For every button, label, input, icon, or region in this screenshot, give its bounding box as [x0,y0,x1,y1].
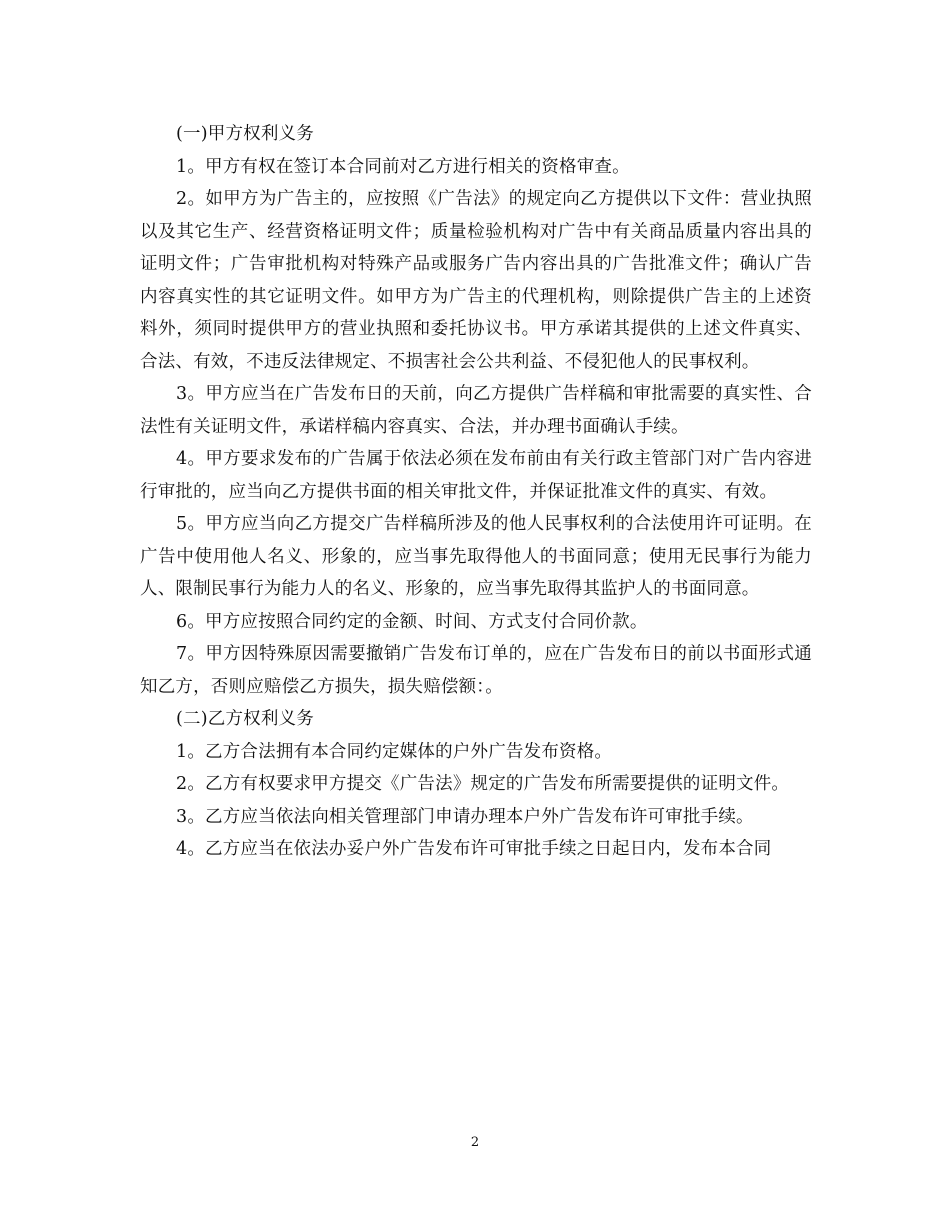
party-a-clause-6: 6。甲方应按照合同约定的金额、时间、方式支付合同价款。 [176,611,648,632]
document-body [140,118,812,866]
party-b-clause-1: 1。乙方合法拥有本合同约定媒体的户外广告发布资格。 [176,741,613,762]
page-number: 2 [470,1135,480,1150]
party-a-clause-1: 1。甲方有权在签订本合同前对乙方进行相关的资格审查。 [176,156,630,177]
party-b-clause-4: 4。乙方应当在依法办妥户外广告发布许可审批手续之日起日内，发布本合同 [176,839,772,859]
party-a-clause-7: 7。甲方因特殊原因需要撤销广告发布订单的，应在广告发布日的前以书面形式通知乙方，否则应赔偿乙方损失，损失赔偿额：。 [140,644,812,697]
party-a-clause-3: 3。甲方应当在广告发布日的天前，向乙方提供广告样稿和审批需要的真实性、合法性有关证明文件，承诺样稿内容真实、合法，并办理书面确认手续。 [140,384,812,437]
party-a-clause-5: 5。甲方应当向乙方提交广告样稿所涉及的他人民事权利的合法使用许可证明。在广告中使用他人名义、形象的，应当事先取得他人的书面同意；使用无民事行为能力人、限制民事行为能力人的名义、形象的，应当事先取得其监护人的书面同意。 [140,514,812,599]
section-heading-party-a: (一)甲方权利义务 [176,124,314,144]
party-a-clause-4: 4。甲方要求发布的广告属于依法必须在发布前由有关行政主管部门对广告内容进行审批的，应当向乙方提供书面的相关审批文件，并保证批准文件的真实、有效。 [140,449,812,502]
party-b-clause-3: 3。乙方应当依法向相关管理部门申请办理本户外广告发布许可审批手续。 [176,806,754,827]
party-b-clause-2: 2。乙方有权要求甲方提交《广告法》规定的广告发布所需要提供的证明文件。 [176,774,790,794]
party-a-clause-2: 2。如甲方为广告主的，应按照《广告法》的规定向乙方提供以下文件：营业执照以及其它生产、经营资格证明文件；质量检验机构对广告中有关商品质量内容出具的证明文件；广告审批机构对特殊产品或服务广告内容出具的广告批准文件；确认广告内容真实性的其它证明文件。如甲方为广告主的代理机构，则除提供广告主的上述资料外，须同时提供甲方的营业执照和委托协议书。甲方承诺其提供的上述文件真实、合法、有效，不违反法律规定、不损害社会公共利益、不侵犯他人的民事权利。 [140,189,812,372]
section-heading-party-b: (二)乙方权利义务 [176,709,314,729]
